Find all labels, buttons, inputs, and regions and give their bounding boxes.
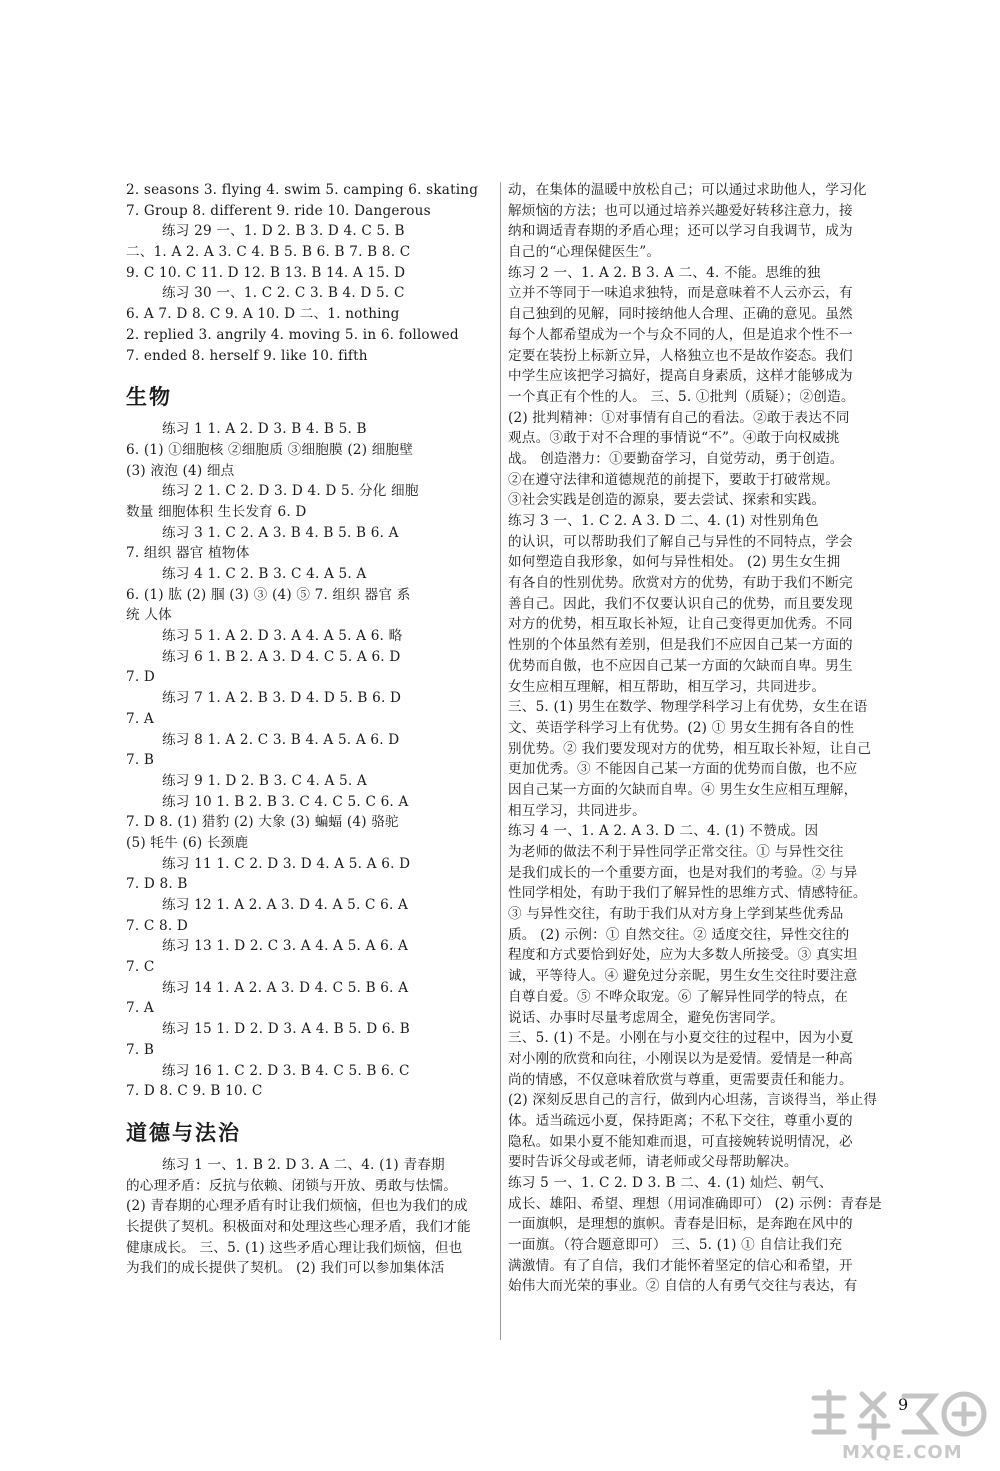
- answer-line: 程度和方式要恰到好处，应为大多数人所接受。③ 真实坦: [508, 947, 858, 964]
- answer-line: 练习 5 一、1. C 2. D 3. B 二、4. (1) 灿烂、朝气、: [508, 1175, 833, 1191]
- answer-line: 女生应相互理解，相互帮助，相互学习，共同进步。: [508, 678, 826, 695]
- watermark-site: MXQE.COM: [842, 1442, 963, 1463]
- english-answers: [126, 180, 494, 366]
- answer-line: 7. ended 8. herself 9. like 10. fifth: [126, 347, 368, 364]
- answer-line: 练习 5 1. A 2. D 3. A 4. A 5. A 6. 略: [162, 628, 403, 645]
- answer-line: (5) 牦牛 (6) 长颈鹿: [126, 834, 249, 851]
- morality-answers: [126, 1155, 494, 1279]
- answer-line: ②在遵守法律和道德规范的前提下，要敢于打破常规。: [508, 471, 840, 488]
- answer-line: 练习 2 1. C 2. D 3. D 4. D 5. 分化 细胞: [162, 483, 419, 500]
- answer-line: 隐私。如果小夏不能知难而退，可直接婉转说明情况，必: [508, 1133, 853, 1150]
- answer-line: 尚的情感，不仅意味着欣赏与尊重，更需要责任和能力。: [508, 1071, 853, 1088]
- answer-line: 练习 13 1. D 2. C 3. A 4. A 5. A 6. A: [162, 938, 409, 955]
- answer-line: 7. A: [126, 1000, 154, 1017]
- page-number: 9: [898, 1395, 909, 1414]
- answer-line: 如何塑造自我形象，如何与异性相处。 (2) 男生女生拥: [508, 554, 841, 571]
- answer-line: 自尊自爱。⑤ 不哗众取宠。⑥ 了解异性同学的特点，在: [508, 988, 849, 1005]
- answer-line: 更加优秀。③ 不能因自己某一方面的优势而自傲，也不应: [508, 761, 858, 778]
- left-column: [126, 180, 494, 1279]
- answer-line: 一个真正有个性的人。 三、5. ①批判（质疑）；②创造。: [508, 388, 855, 405]
- answer-line: 练习 12 1. A 2. A 3. D 4. A 5. C 6. A: [162, 897, 409, 913]
- answer-line: 健康成长。 三、5. (1) 这些矛盾心理让我们烦恼，但也: [126, 1239, 463, 1256]
- answer-line: 练习 30 一、1. C 2. C 3. B 4. D 5. C: [162, 285, 405, 302]
- answer-line: 的认识，可以帮助我们了解自己与异性的不同特点，学会: [508, 533, 853, 550]
- answer-line: 中学生应该把学习搞好，提高自身素质，这样才能够成为: [508, 368, 853, 385]
- answer-line: 练习 2 一、1. A 2. B 3. A 二、4. 不能。思维的独: [508, 264, 821, 281]
- answer-line: 质。 (2) 示例：① 自然交往。② 适度交往，异性交往的: [508, 926, 850, 943]
- answer-line: 统 人体: [126, 607, 172, 624]
- answer-line: 7. D: [126, 669, 155, 686]
- answer-line: 一面旗。（符合题意即可） 三、5. (1) ① 自信让我们充: [508, 1237, 843, 1254]
- answer-line: 自己独到的见解，同时接纳他人合理、正确的意见。虽然: [508, 306, 853, 323]
- answer-line: 对方的优势，相互取长补短，让自己变得更加优秀。不同: [508, 616, 853, 633]
- answer-line: 练习 14 1. A 2. A 3. D 4. C 5. B 6. A: [162, 979, 409, 996]
- answer-line: 自己的“心理保健医生”。: [508, 244, 661, 261]
- answer-line: 练习 10 1. B 2. B 3. C 4. C 5. C 6. A: [162, 793, 409, 810]
- answer-line: 练习 1 1. A 2. D 3. B 4. B 5. B: [162, 421, 367, 438]
- answer-line: 文、英语学科学习上有优势。(2) ① 男女生拥有各自的性: [508, 719, 855, 736]
- answer-line: ③ 与异性交往，有助于我们从对方身上学到某些优秀品: [508, 906, 844, 923]
- answer-line: 始伟大而光荣的事业。② 自信的人有勇气交往与表达，有: [508, 1278, 858, 1295]
- answer-line: 成长、雄阳、希望、理想（用词准确即可） (2) 示例：青春是: [508, 1195, 882, 1212]
- answer-line: 6. (1) 肱 (2) 腘 (3) ③ (4) ⑤ 7. 组织 器官 系: [126, 586, 411, 603]
- answer-line: 练习 11 1. C 2. D 3. D 4. A 5. A 6. D: [162, 855, 411, 872]
- answer-line: 解烦恼的方法；也可以通过培养兴趣爱好转移注意力，接: [508, 202, 853, 219]
- answer-line: 为老师的做法不利于异性同学正常交往。① 与异性交往: [508, 844, 844, 860]
- answer-line: 每个人都希望成为一个与众不同的人，但是追求个性不一: [508, 326, 853, 343]
- answer-line: 满激情。有了自信，我们才能怀着坚定的信心和希望，开: [508, 1257, 853, 1274]
- answer-line: 的心理矛盾：反抗与依赖、闭锁与开放、勇敢与怯懦。: [126, 1177, 458, 1194]
- answer-line: 长提供了契机。积极面对和处理这些心理矛盾，我们才能: [126, 1218, 471, 1235]
- answer-line: 7. 组织 器官 植物体: [126, 545, 250, 562]
- answer-line: 善自己。因此，我们不仅要认识自己的优势，而且要发现: [508, 595, 853, 612]
- answer-line: 7. Group 8. different 9. ride 10. Dangerous: [126, 202, 431, 219]
- answer-line: 练习 9 1. D 2. B 3. C 4. A 5. A: [162, 772, 367, 789]
- answer-line: 练习 3 1. C 2. A 3. B 4. B 5. B 6. A: [162, 524, 399, 541]
- watermark-logo-icon: [804, 1386, 994, 1444]
- biology-answers: [126, 419, 494, 1102]
- answer-line: 二、1. A 2. A 3. C 4. B 5. B 6. B 7. B 8. C: [126, 244, 411, 261]
- answer-line: 7. B: [126, 1041, 155, 1058]
- answer-line: 练习 1 一、1. B 2. D 3. A 二、4. (1) 青春期: [162, 1156, 445, 1173]
- answer-line: 练习 29 一、1. D 2. B 3. D 4. C 5. B: [162, 223, 405, 240]
- answer-line: 性同学相处，有助于我们了解异性的思维方式、情感特征。: [508, 885, 867, 902]
- answer-line: 7. A: [126, 710, 154, 727]
- answer-line: 有各自的性别优势。欣赏对方的优势，有助于我们不断完: [508, 575, 853, 592]
- answer-line: 7. C 8. D: [126, 917, 189, 934]
- right-column: [508, 180, 886, 1297]
- answer-line: 练习 8 1. A 2. C 3. B 4. A 5. A 6. D: [162, 731, 400, 748]
- answer-line: 观点。③敢于对不合理的事情说“不”。④敢于向权威挑: [508, 430, 840, 447]
- answer-line: (2) 青春期的心理矛盾有时让我们烦恼，但也为我们的成: [126, 1198, 468, 1215]
- answer-line: 三、5. (1) 男生在数学、物理学科学习上有优势，女生在语: [508, 699, 868, 716]
- answer-line: 数量 细胞体积 生长发育 6. D: [126, 503, 307, 520]
- answer-line: (3) 液泡 (4) 细点: [126, 462, 235, 479]
- answer-line: 练习 6 1. B 2. A 3. D 4. C 5. A 6. D: [162, 648, 401, 665]
- answer-line: 纳和调适青春期的矛盾心理；还可以学习自我调节，成为: [508, 223, 853, 240]
- answer-line: 练习 3 一、1. C 2. A 3. D 二、4. (1) 对性别角色: [508, 513, 819, 529]
- watermark: [804, 1386, 994, 1468]
- answer-line: 立并不等同于一味追求独特，而是意味着不人云亦云，有: [508, 285, 853, 302]
- answer-line: 6. A 7. D 8. C 9. A 10. D 二、1. nothing: [126, 306, 400, 323]
- morality-answers-continued: [508, 180, 886, 1297]
- answer-line: 优势而自傲，也不应因自己某一方面的欠缺而自卑。男生: [508, 657, 853, 674]
- answer-line: 7. C: [126, 959, 155, 976]
- answer-line: 练习 4 一、1. A 2. A 3. D 二、4. (1) 不赞成。因: [508, 823, 819, 840]
- answer-line: 6. (1) ①细胞核 ②细胞质 ③细胞膜 (2) 细胞壁: [126, 441, 414, 458]
- answer-line: 一面旗帜，是理想的旗帜。青春是旧标，是奔跑在风中的: [508, 1216, 853, 1233]
- answer-line: 三、5. (1) 不是。小刚在与小夏交往的过程中，因为小夏: [508, 1030, 854, 1047]
- answer-line: 练习 15 1. D 2. D 3. A 4. B 5. D 6. B: [162, 1021, 410, 1038]
- answer-line: (2) 深刻反思自己的言行，做到内心坦荡，言谈得当，举止得: [508, 1092, 878, 1109]
- answer-line: 说话、办事时尽量考虑周全，避免伤害同学。: [508, 1009, 784, 1026]
- section-heading-biology: 生物: [126, 385, 172, 410]
- answer-line: 别优势。② 我们要发现对方的优势，相互取长补短，让自己: [508, 740, 872, 757]
- answer-line: 定要在装扮上标新立异，人格独立也不是故作姿态。我们: [508, 347, 853, 364]
- answer-line: 7. B: [126, 752, 155, 769]
- answer-line: 因自己某一方面的欠缺而自卑。④ 男生女生应相互理解，: [508, 781, 858, 798]
- answer-line: 是我们成长的一个重要方面，也是对我们的考验。② 与异: [508, 864, 858, 881]
- answer-line: 为我们的成长提供了契机。 (2) 我们可以参加集体活: [126, 1260, 445, 1277]
- answer-line: 7. D 8. (1) 猎豹 (2) 大象 (3) 蝙蝠 (4) 骆驼: [126, 814, 399, 831]
- section-heading-morality: 道德与法治: [126, 1120, 241, 1145]
- column-divider: [500, 182, 501, 1340]
- answer-line: (2) 批判精神：①对事情有自己的看法。②敢于表达不同: [508, 409, 850, 426]
- answer-line: 对小刚的欣赏和向往，小刚误以为是爱情。爱情是一种高: [508, 1050, 853, 1067]
- answer-line: 练习 4 1. C 2. B 3. C 4. A 5. A: [162, 566, 367, 582]
- answer-line: 2. seasons 3. flying 4. swim 5. camping 6. skating: [126, 182, 479, 198]
- answer-line: 7. D 8. B: [126, 876, 188, 893]
- answer-line: 体。适当疏远小夏，保持距离；不私下交往，尊重小夏的: [508, 1112, 853, 1129]
- answer-line: 相互学习，共同进步。: [508, 802, 646, 819]
- answer-line: 练习 7 1. A 2. B 3. D 4. D 5. B 6. D: [162, 690, 402, 707]
- answer-line: 诚，平等待人。④ 避免过分亲昵，男生女生交往时要注意: [508, 968, 858, 985]
- answer-line: 性别的个体虽然有差别，但是我们不应因自己某一方面的: [508, 637, 853, 654]
- answer-line: 7. D 8. C 9. B 10. C: [126, 1083, 263, 1100]
- answer-line: ③社会实践是创造的源泉，要去尝试、探索和实践。: [508, 492, 826, 509]
- answer-line: 战。 创造潜力：①要勤奋学习，自觉劳动，勇于创造。: [508, 450, 844, 467]
- answer-line: 要时告诉父母或老师，请老师或父母帮助解决。: [508, 1154, 798, 1171]
- answer-line: 2. replied 3. angrily 4. moving 5. in 6. followed: [126, 326, 459, 343]
- answer-line: 练习 16 1. C 2. D 3. B 4. C 5. B 6. C: [162, 1062, 410, 1079]
- answer-line: 9. C 10. C 11. D 12. B 13. B 14. A 15. D: [126, 264, 406, 281]
- answer-line: 动，在集体的温暖中放松自己；可以通过求助他人，学习化: [508, 182, 867, 198]
